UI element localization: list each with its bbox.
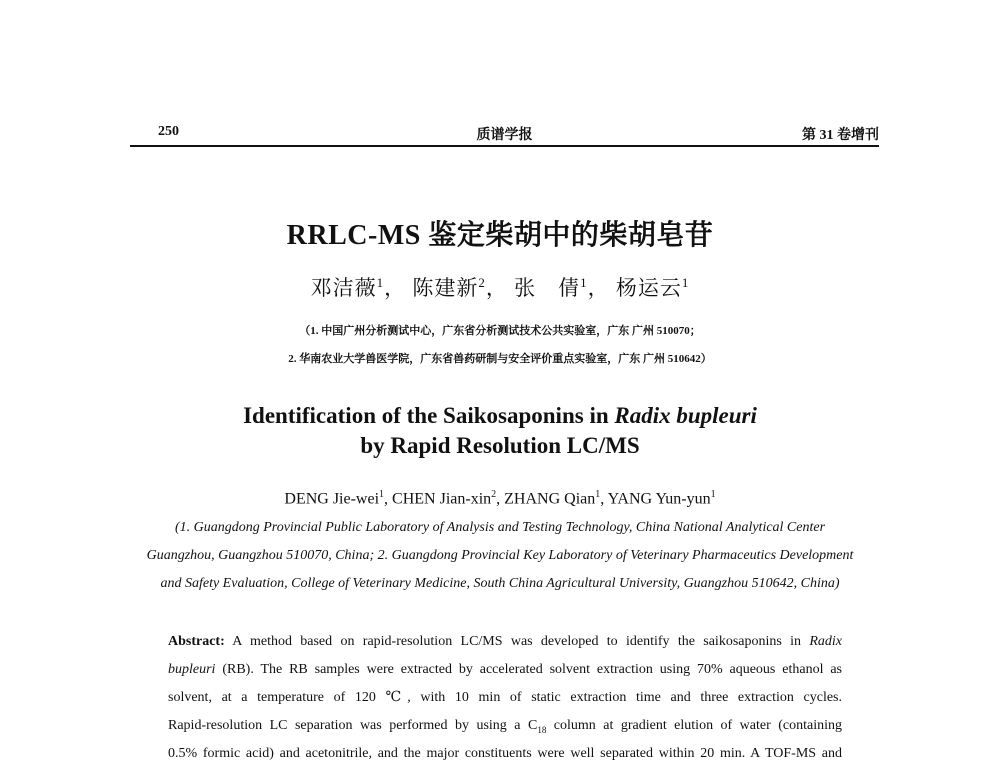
author-en-sup: 1	[595, 489, 601, 500]
author-en: CHEN Jian-xin	[392, 490, 492, 508]
abstract	[168, 632, 842, 772]
author-cn: 杨运云	[615, 276, 682, 300]
author-en: DENG Jie-wei	[284, 490, 380, 508]
abstract-text: (RB). The RB samples were extracted by accelerated solvent extraction using 70% aqueous ethanol as	[215, 662, 842, 677]
chinese-authors: 邓洁薇$^1$， 陈建新$^2$， 张 倩$^1$， 杨运云$^1$	[310, 275, 690, 300]
english-affiliation-line3: and Safety Evaluation, College of Veterinary Medicine, South China Agricultural University, Guangzhou 510642, China)	[160, 576, 840, 591]
abstract-text: Rapid-resolution LC separation was performed by using a C	[168, 718, 538, 733]
abstract-text: column at gradient elution of water (containing	[546, 718, 843, 733]
author-cn: 陈建新	[412, 276, 479, 300]
abstract-line: 0.5% formic acid) and acetonitrile, and the major constituents were well separated within 20 min. A TOF-MS and	[168, 746, 842, 761]
volume-label: 第 31 卷增刊	[802, 128, 879, 143]
author-cn: 邓洁薇	[310, 276, 377, 300]
abstract-italic: bupleuri	[168, 662, 216, 677]
english-affiliation-line1: (1. Guangdong Provincial Public Laboratory of Analysis and Testing Technology, China National Analytical Center	[174, 520, 826, 535]
author-en: ZHANG Qian	[504, 490, 596, 508]
english-title-species: Radix bupleuri	[614, 403, 757, 428]
page-number: 250	[158, 124, 179, 139]
author-en: YANG Yun-yun	[607, 490, 711, 508]
header-rule	[130, 145, 879, 147]
abstract-text: A method based on rapid-resolution LC/MS was developed to identify the saikosaponins in	[224, 634, 810, 649]
author-cn: 张 倩	[514, 276, 581, 300]
chinese-title: RRLC-MS 鉴定柴胡中的柴胡皂苷	[286, 220, 714, 251]
author-cn-sup: 2	[478, 275, 486, 290]
running-header	[130, 122, 879, 144]
author-cn-sup: 1	[681, 275, 690, 290]
author-en-sup: 1	[379, 489, 385, 500]
journal-name: 质谱学报	[476, 128, 533, 143]
english-affiliation-line2: Guangzhou, Guangzhou 510070, China; 2. Guangdong Provincial Key Laboratory of Veterinary Pharmaceutics Development	[146, 548, 854, 563]
author-en-sup: 1	[710, 489, 716, 500]
chinese-affiliation-line1: （1. 中国广州分析测试中心，广东省分析测试技术公共实验室，广东 广州 510070；	[299, 325, 701, 337]
english-title-line1	[0, 403, 1000, 429]
abstract-label: Abstract:	[168, 634, 225, 649]
abstract-line	[168, 660, 842, 688]
author-cn-sup: 1	[580, 275, 588, 290]
author-cn-sup: 1	[376, 275, 385, 290]
author-en-sup: 2	[491, 489, 497, 500]
abstract-italic: Radix	[809, 634, 842, 649]
abstract-subscript: 18	[537, 724, 547, 735]
abstract-line	[168, 632, 842, 660]
abstract-line: solvent, at a temperature of 120 ℃, with 10 min of static extraction time and three extraction cycles.	[168, 690, 842, 705]
english-authors: DENG Jie-wei$^1$, CHEN Jian-xin$^2$, ZHANG Qian$^1$, YANG Yun-yun$^1$	[284, 489, 716, 508]
english-title-line2: by Rapid Resolution LC/MS	[360, 433, 640, 458]
english-title-text: Identification of the Saikosaponins in	[243, 403, 615, 428]
abstract-line	[168, 716, 842, 744]
chinese-affiliation-line2: 2. 华南农业大学兽医学院，广东省兽药研制与安全评价重点实验室，广东 广州 510642）	[288, 353, 712, 365]
